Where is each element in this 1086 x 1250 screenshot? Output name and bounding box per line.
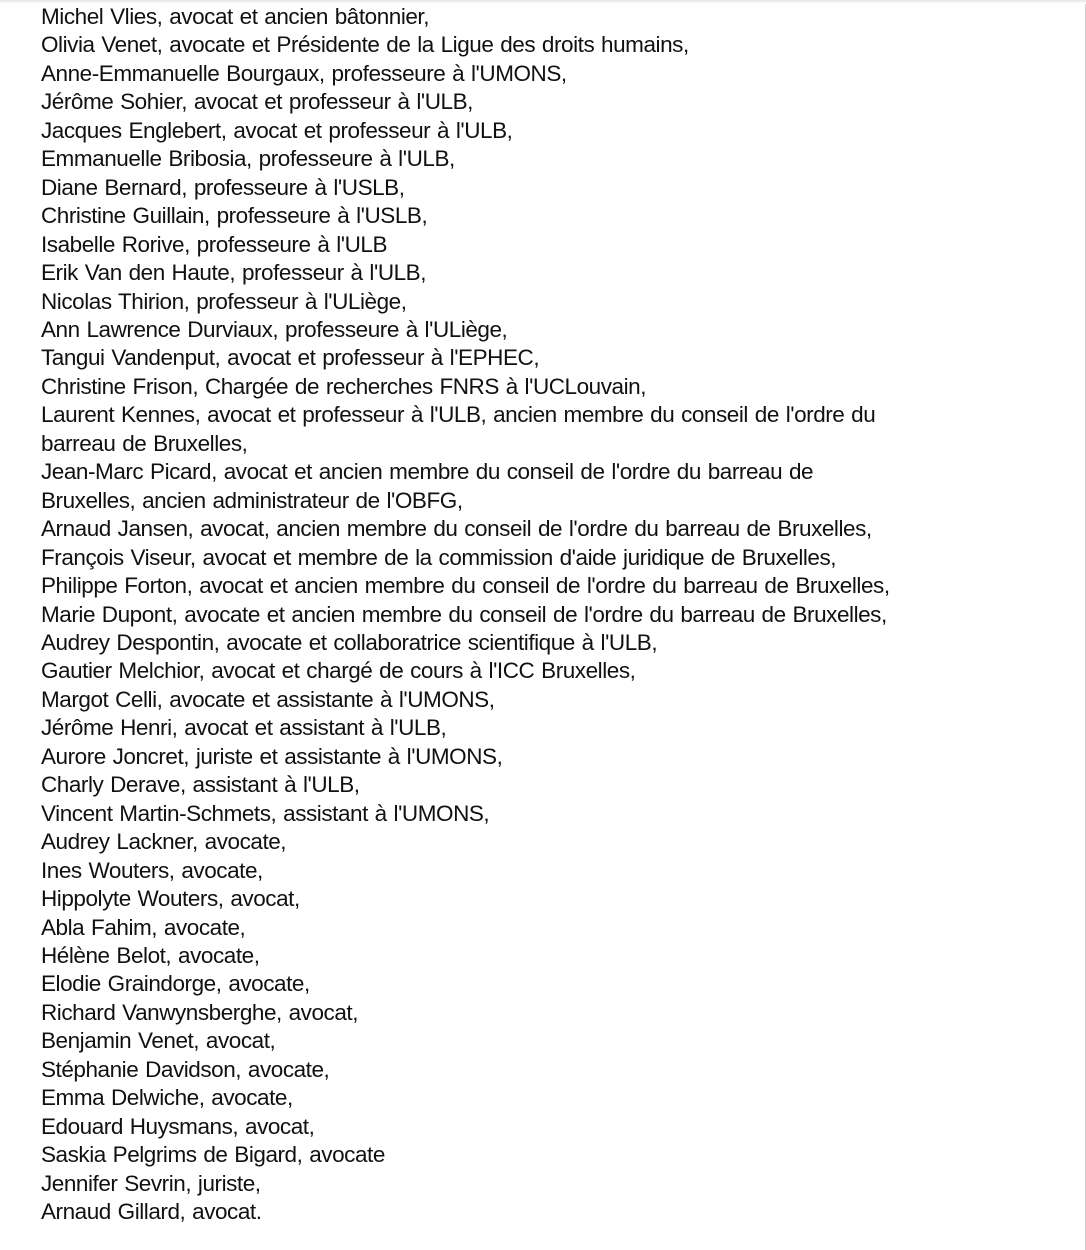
list-item: Ines Wouters, avocate, — [41, 857, 263, 883]
list-item: Elodie Graindorge, avocate, — [41, 971, 310, 997]
list-item: Philippe Forton, avocat et ancien membre du conseil de l'ordre du barreau de Bruxelles, — [41, 573, 890, 599]
list-item: Anne-Emmanuelle Bourgaux, professeure à l'UMONS, — [41, 60, 567, 86]
list-item: Vincent Martin-Schmets, assistant à l'UMONS, — [41, 800, 490, 826]
list-item: Arnaud Jansen, avocat, ancien membre du conseil de l'ordre du barreau de Bruxelles, — [41, 516, 872, 542]
list-item: Emmanuelle Bribosia, professeure à l'ULB, — [41, 146, 455, 172]
list-item: Isabelle Rorive, professeure à l'ULB — [41, 231, 388, 257]
list-item: Christine Frison, Chargée de recherches FNRS à l'UCLouvain, — [41, 373, 647, 399]
list-item: Charly Derave, assistant à l'ULB, — [41, 772, 360, 798]
list-item: Saskia Pelgrims de Bigard, avocate — [41, 1142, 385, 1168]
list-item: Audrey Lackner, avocate, — [41, 829, 287, 855]
list-item: Stéphanie Davidson, avocate, — [41, 1056, 330, 1082]
list-item: Bruxelles, ancien administrateur de l'OBFG, — [41, 487, 463, 513]
list-item: Jérôme Henri, avocat et assistant à l'ULB, — [41, 715, 447, 741]
list-item: Benjamin Venet, avocat, — [41, 1028, 276, 1054]
list-item: Nicolas Thirion, professeur à l'ULiège, — [41, 288, 407, 314]
list-item: Jacques Englebert, avocat et professeur à l'ULB, — [41, 117, 513, 143]
list-item: Audrey Despontin, avocate et collaboratrice scientifique à l'ULB, — [41, 629, 658, 655]
list-item: Aurore Joncret, juriste et assistante à l'UMONS, — [41, 743, 503, 769]
list-item: Marie Dupont, avocate et ancien membre du conseil de l'ordre du barreau de Bruxelles, — [41, 601, 887, 627]
signatory-list — [41, 3, 890, 1226]
list-item: Emma Delwiche, avocate, — [41, 1085, 293, 1111]
list-item: Jean-Marc Picard, avocat et ancien membre du conseil de l'ordre du barreau de — [41, 459, 814, 485]
list-item: Michel Vlies, avocat et ancien bâtonnier, — [41, 4, 430, 29]
list-item: barreau de Bruxelles, — [41, 430, 248, 456]
list-item: Diane Bernard, professeure à l'USLB, — [41, 174, 405, 200]
list-item: Tangui Vandenput, avocat et professeur à l'EPHEC, — [41, 345, 540, 371]
list-item: Jérôme Sohier, avocat et professeur à l'ULB, — [41, 89, 473, 115]
list-item: Christine Guillain, professeure à l'USLB, — [41, 203, 428, 229]
list-item: Laurent Kennes, avocat et professeur à l'ULB, ancien membre du conseil de l'ordre du — [41, 402, 876, 428]
list-item: Erik Van den Haute, professeur à l'ULB, — [41, 260, 427, 286]
list-item: Hélène Belot, avocate, — [41, 942, 260, 968]
list-item: Gautier Melchior, avocat et chargé de cours à l'ICC Bruxelles, — [41, 658, 636, 684]
list-item: Hippolyte Wouters, avocat, — [41, 886, 300, 912]
list-item: Jennifer Sevrin, juriste, — [41, 1170, 261, 1196]
list-item: Olivia Venet, avocate et Présidente de la Ligue des droits humains, — [41, 32, 689, 58]
list-item: Abla Fahim, avocate, — [41, 914, 246, 940]
list-item: Richard Vanwynsberghe, avocat, — [41, 999, 359, 1025]
list-item: Arnaud Gillard, avocat. — [41, 1199, 262, 1225]
list-item: Edouard Huysmans, avocat, — [41, 1113, 315, 1139]
list-item: Margot Celli, avocate et assistante à l'UMONS, — [41, 686, 495, 712]
list-item: Ann Lawrence Durviaux, professeure à l'ULiège, — [41, 316, 508, 342]
list-item: François Viseur, avocat et membre de la commission d'aide juridique de Bruxelles, — [41, 544, 837, 570]
